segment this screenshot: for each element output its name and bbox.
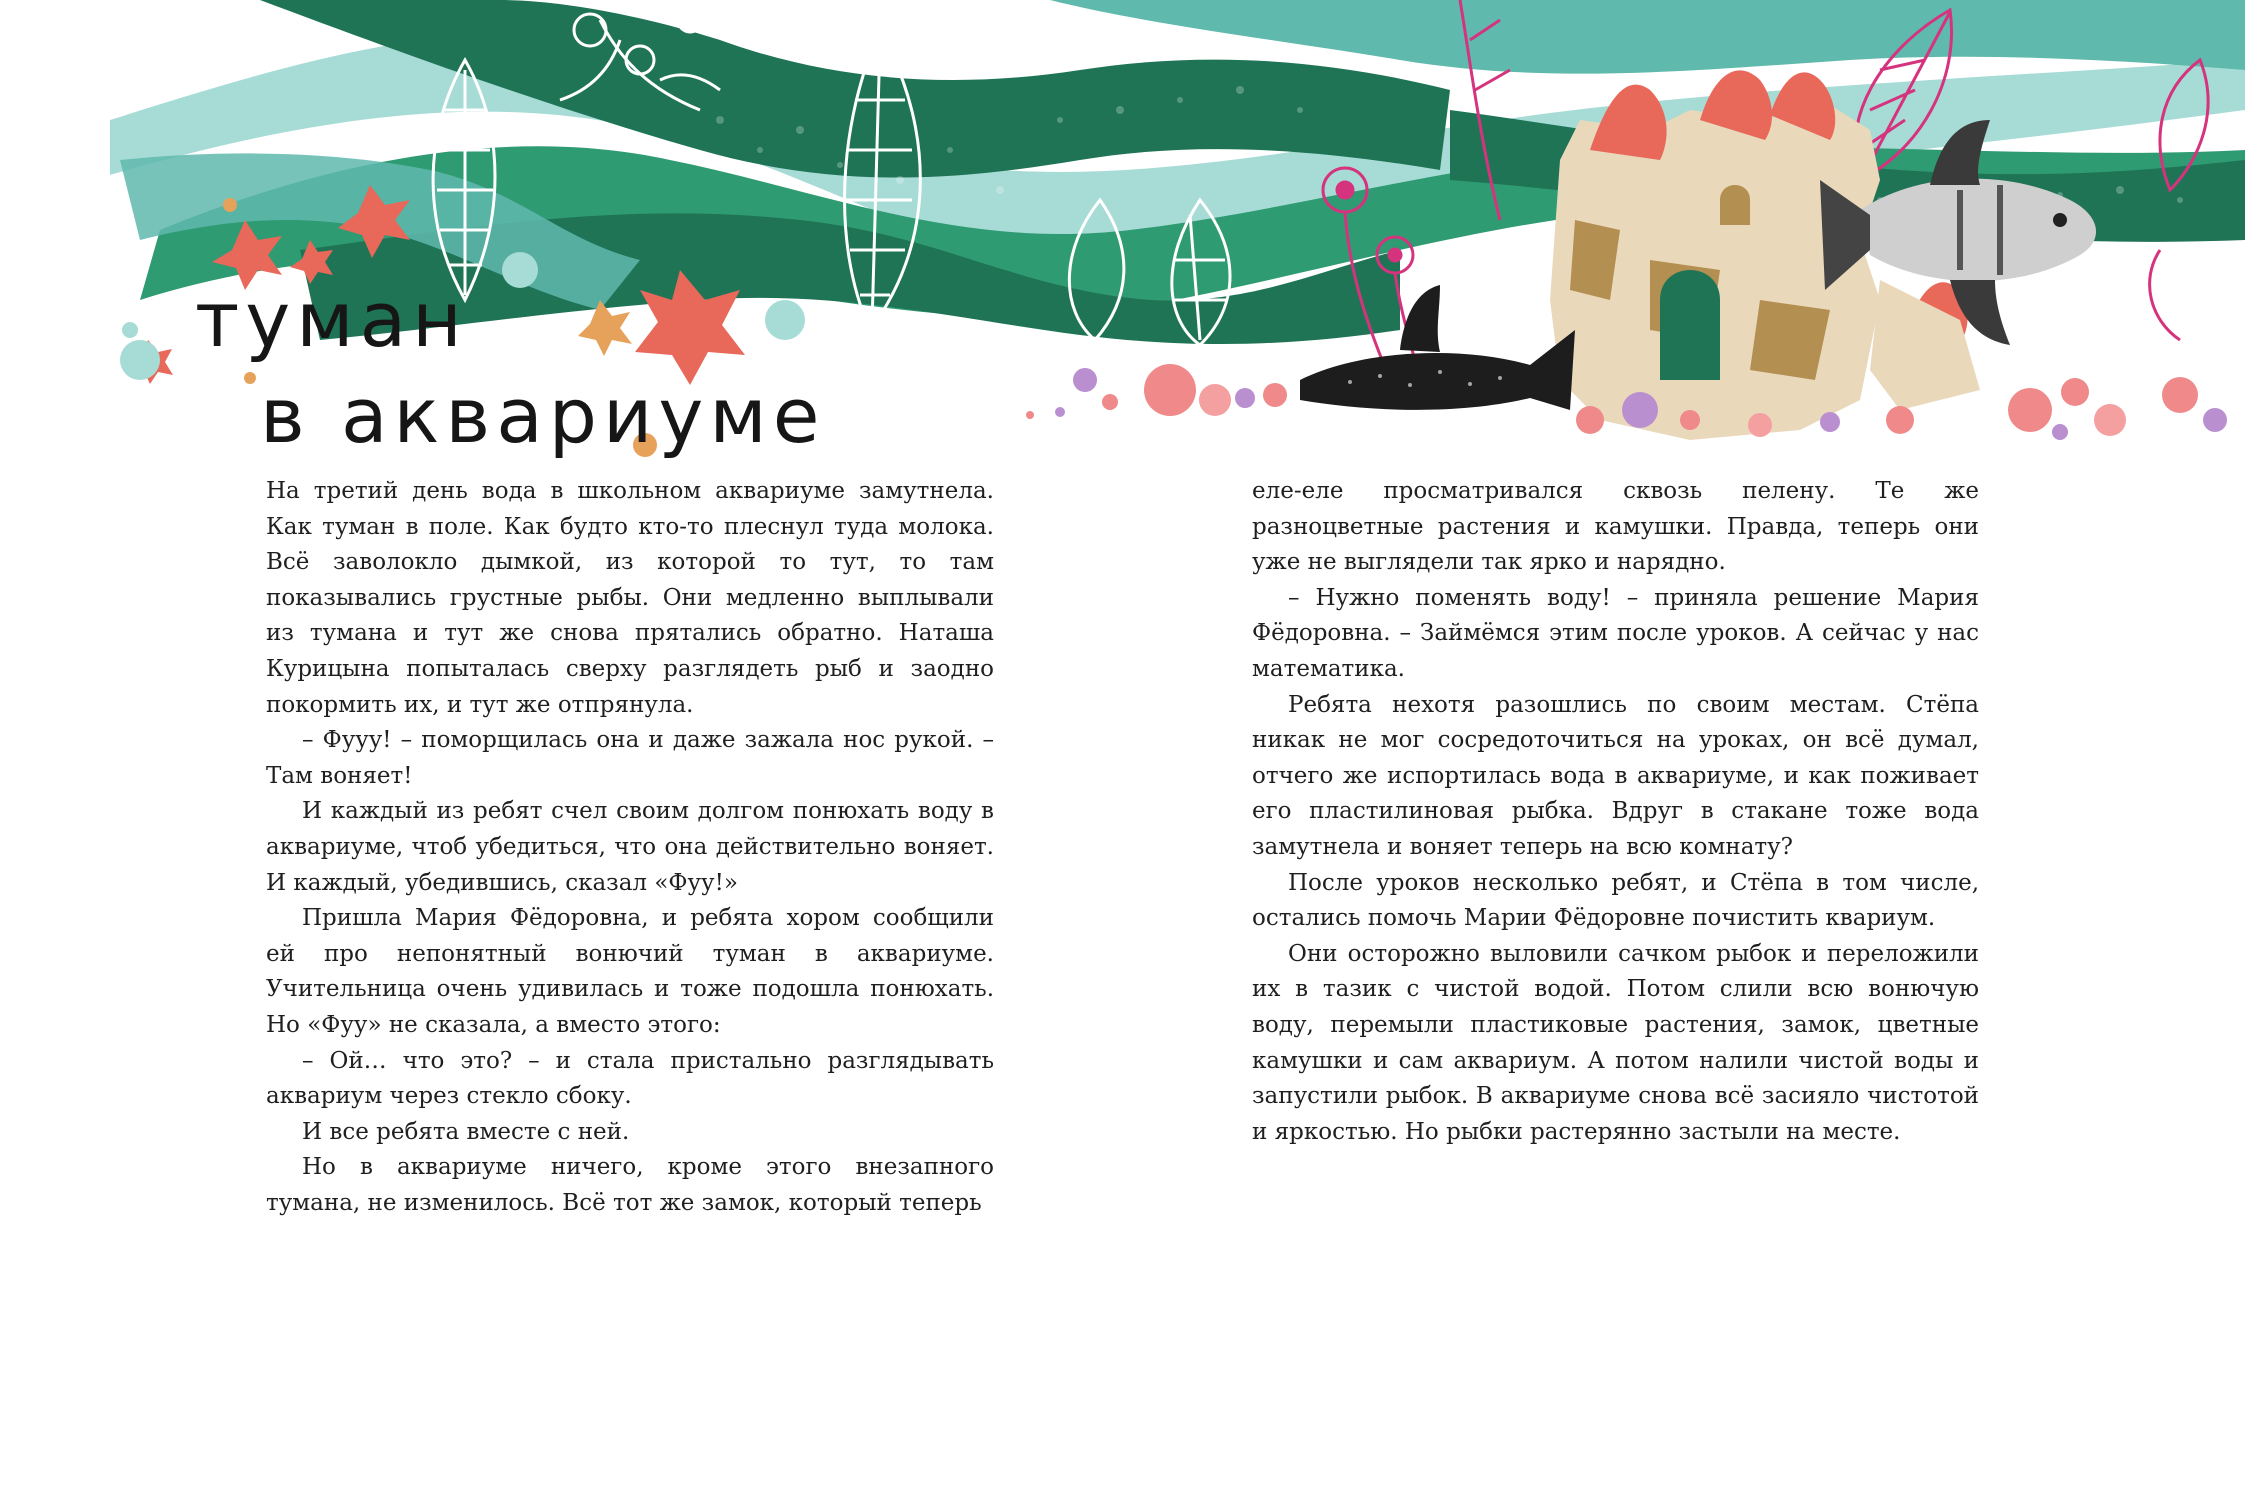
paragraph: – Фууу! – поморщилась она и даже зажала нос рукой. – Там воняет! <box>266 727 994 789</box>
paragraph: – Ой… что это? – и стала пристально разглядывать аквариум через стекло сбоку. <box>266 1047 994 1110</box>
chapter-title-line-1: туман <box>195 275 468 364</box>
paragraph: На третий день вода в школьном аквариуме замутнела. Как туман в поле. Как будто кто-то плеснул туда молока. Всё заволокло дымкой, из которой то тут, то там показывались грустные рыбы. Они медленно выплывали из тумана и тут же снова прятались обратно. Наташа Курицына попыталась сверху разглядеть рыб и заодно покормить их, и тут же отпрянула. <box>266 478 994 718</box>
text-column-right <box>1252 474 1979 1150</box>
paragraph: Они осторожно выловили сачком рыбок и переложили их в тазик с чистой водой. Потом слили всю вонючую воду, перемыли пластиковые растения, замок, цветные камушки и сам аквариум. А потом налили чистой воды и запустили рыбок. В аквариуме снова всё засияло чистотой и яркостью. Но рыбки растерянно застыли на месте. <box>1252 940 1979 1145</box>
paragraph: Ребята нехотя разошлись по своим местам. Стёпа никак не мог сосредоточиться на уроках, он всё думал, отчего же испортилась вода в аквариуме, и как поживает его пластилиновая рыбка. Вдруг в стакане тоже вода замутнела и воняет теперь на всю комнату? <box>1252 691 1979 860</box>
chapter-title-line-2: в аквариуме <box>260 371 826 460</box>
paragraph: – Нужно поменять воду! – приняла решение Мария Фёдоровна. – Займёмся этим после уроков. А сейчас у нас математика. <box>1252 584 1979 682</box>
chapter-title <box>195 272 826 464</box>
text-column-left <box>266 474 994 1221</box>
paragraph: После уроков несколько ребят, и Стёпа в том числе, остались помочь Марии Фёдоровне почистить квариум. <box>1252 869 1979 932</box>
paragraph: Но в аквариуме ничего, кроме этого внезапного тумана, не изменилось. Всё тот же замок, который теперь <box>266 1154 994 1216</box>
paragraph: еле-еле просматривался сквозь пелену. Те же разноцветные растения и камушки. Правда, теперь они уже не выглядели так ярко и нарядно. <box>1252 478 1979 576</box>
paragraph: Пришла Мария Фёдоровна, и ребята хором сообщили ей про непонятный вонючий туман в аквариуме. Учительница очень удивилась и тоже подошла понюхать. Но «Фуу» не сказала, а вместо этого: <box>266 905 994 1038</box>
paragraph: И все ребята вместе с ней. <box>302 1118 630 1145</box>
paragraph: И каждый из ребят счел своим долгом понюхать воду в аквариуме, чтоб убедиться, что она действительно воняет. И каждый, убедившись, сказал «Фуу!» <box>266 798 994 896</box>
